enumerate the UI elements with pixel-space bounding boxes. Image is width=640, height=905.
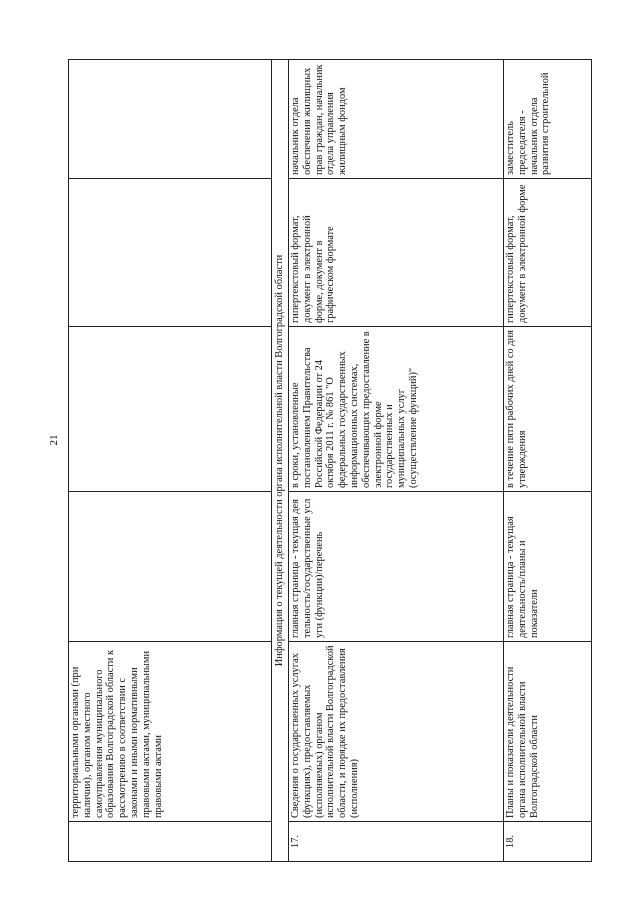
deadline-cell: в сроки, установленные постановлением Правительства Российской Федерации от 24 октября 2011 г. № 861 "О федеральных государственных информационных системах, обеспечивающих предоставление в электронной форме государственных и муниципальных услуг (осуществление функций)" [289, 327, 504, 492]
responsible-cell: заместитель председателя - начальник отдела развития строительной [504, 60, 592, 179]
row-number-cell [69, 822, 272, 862]
responsible-cell: начальник отдела обеспечения жилищных прав граждан, начальник отдела управления жилищным фондом [289, 60, 504, 179]
format-cell: гипертекстовый формат, документ в электронной форме, документ в графическом формате [289, 179, 504, 327]
format-cell: гипертекстовый формат, документ в электронной форме [504, 179, 592, 327]
rotated-table-sheet [68, 60, 587, 862]
section-title: Информация о текущей деятельности органа исполнительной власти Волгоградской области [272, 60, 289, 862]
table-row-17 [289, 60, 504, 862]
deadline-cell [69, 327, 272, 492]
table-row-16-continued [69, 60, 272, 862]
location-cell: главная страница - текущая деятельность/планы и показатели [504, 492, 592, 642]
location-cell [69, 492, 272, 642]
row-number-cell: 18. [504, 822, 592, 862]
info-name-cell: Сведения о государственных услугах (функциях), предоставляемых (исполняемых) органом исполнительной власти Волгоградской области, и порядке их предоставления (исполнения) [289, 642, 504, 822]
page-number: 21 [48, 434, 60, 446]
responsible-cell [69, 60, 272, 179]
info-name-cell: Планы и показатели деятельности органа исполнительной власти Волгоградской области [504, 642, 592, 822]
info-name-cell: территориальными органами (при наличии), органом местного самоуправления муниципального образования Волгоградской области к рассмотрению в соответствии с законами и иными нормативными правовыми актами, муниципальными правовыми актами [69, 642, 272, 822]
information-table [68, 59, 592, 862]
deadline-cell: в течение пяти рабочих дней со дня утверждения [504, 327, 592, 492]
section-header-row [272, 60, 289, 862]
format-cell [69, 179, 272, 327]
row-number-cell: 17. [289, 822, 504, 862]
location-cell: главная страница - текущая деятельность/государственные услуги (функции)/перечень [289, 492, 504, 642]
table-row-18 [504, 60, 592, 862]
